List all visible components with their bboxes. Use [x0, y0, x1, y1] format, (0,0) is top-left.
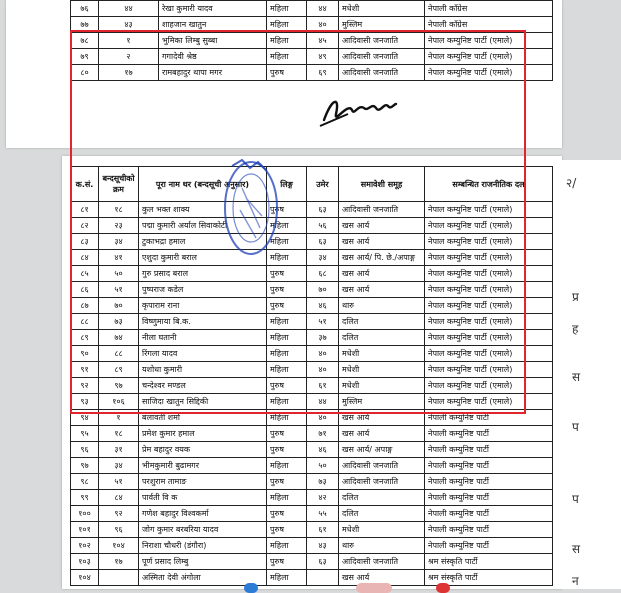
- cell-name: प्रेम बहादुर वयक: [139, 442, 267, 458]
- cell-group: मुस्लिम: [339, 394, 425, 410]
- cell-name: अस्मिता देवी अंगोला: [139, 570, 267, 586]
- cell-sn: ८०: [71, 65, 99, 81]
- cell-sn: ९९: [71, 490, 99, 506]
- cell-party: नेपाली कम्युनिष्ट पार्टी: [425, 474, 553, 490]
- cell-list-no: १: [99, 410, 139, 426]
- cell-party: नेपाल कम्युनिष्ट पार्टी (एमाले): [425, 314, 553, 330]
- cell-age: ६९: [307, 65, 339, 81]
- cell-group: खस आर्य: [339, 282, 425, 298]
- cell-age: ५१: [307, 314, 339, 330]
- cell-gender: महिला: [267, 234, 307, 250]
- cell-sn: १०१: [71, 522, 99, 538]
- cell-party: नेपाल कम्युनिष्ट पार्टी (एमाले): [425, 33, 553, 49]
- cell-gender: महिला: [267, 314, 307, 330]
- table-row: [71, 314, 553, 330]
- cell-party: नेपाली कम्युनिष्ट पार्टी: [425, 522, 553, 538]
- table-row: [71, 554, 553, 570]
- table-row: [71, 426, 553, 442]
- cell-age: ७०: [307, 282, 339, 298]
- viewer-bottom-bar: [0, 582, 621, 589]
- cell-name: बलावती शर्मा: [139, 410, 267, 426]
- cell-party: नेपाल कम्युनिष्ट पार्टी (एमाले): [425, 49, 553, 65]
- cell-age: ६८: [307, 266, 339, 282]
- header-sn: क.सं.: [71, 167, 99, 202]
- cell-name: भुमिका लिम्बु सुब्बा: [159, 33, 267, 49]
- cell-group: दलित: [339, 506, 425, 522]
- cell-age: ४०: [307, 346, 339, 362]
- cell-group: थारु: [339, 298, 425, 314]
- cell-list-no: ३१: [99, 442, 139, 458]
- cell-list-no: ८९: [99, 362, 139, 378]
- table-row: [71, 282, 553, 298]
- cell-party: नेपाल कम्युनिष्ट पार्टी (एमाले): [425, 250, 553, 266]
- cell-list-no: ५०: [99, 266, 139, 282]
- cell-list-no: १७: [99, 65, 159, 81]
- cell-name: पूर्ण प्रसाद लिम्बु: [139, 554, 267, 570]
- cell-list-no: ९७: [99, 378, 139, 394]
- cell-party: नेपाल कम्युनिष्ट पार्टी (एमाले): [425, 234, 553, 250]
- cell-sn: ८६: [71, 282, 99, 298]
- cell-age: ४६: [307, 298, 339, 314]
- cell-name: गगादेवी श्रेष्ठ: [159, 49, 267, 65]
- cell-name: नीला घतानी: [139, 330, 267, 346]
- cell-group: मधेशी: [339, 522, 425, 538]
- cell-list-no: ५१: [99, 282, 139, 298]
- cell-party: नेपाली काँग्रेस: [425, 1, 553, 17]
- side-page-text: न: [572, 574, 579, 588]
- table-row: [71, 266, 553, 282]
- cell-gender: पुरुष: [267, 426, 307, 442]
- cell-age: ४६: [307, 442, 339, 458]
- cell-group: थारु: [339, 538, 425, 554]
- cell-list-no: ५१: [99, 474, 139, 490]
- cell-sn: ९३: [71, 394, 99, 410]
- side-page-text: ह: [572, 322, 579, 336]
- cell-group: मधेशी: [339, 346, 425, 362]
- cell-group: आदिवासी जनजाति: [339, 49, 425, 65]
- cell-gender: महिला: [267, 458, 307, 474]
- cell-gender: पुरुष: [267, 202, 307, 218]
- cell-age: ४०: [307, 17, 339, 33]
- cell-party: नेपाली कम्युनिष्ट पार्टी: [425, 426, 553, 442]
- cell-party: श्रम संस्कृति पार्टी: [425, 554, 553, 570]
- cell-party: नेपाल कम्युनिष्ट पार्टी (एमाले): [425, 378, 553, 394]
- table-row: [71, 65, 553, 81]
- cell-name: भीमकुमारी बुढामगर: [139, 458, 267, 474]
- cell-group: आदिवासी जनजाति: [339, 458, 425, 474]
- cell-group: खस आर्य: [339, 266, 425, 282]
- cell-gender: महिला: [267, 330, 307, 346]
- cell-gender: महिला: [267, 17, 307, 33]
- cell-gender: पुरुष: [267, 474, 307, 490]
- cell-list-no: २: [99, 49, 159, 65]
- cell-party: नेपाली कम्युनिष्ट पार्टी: [425, 490, 553, 506]
- cell-sn: ९०: [71, 346, 99, 362]
- cell-party: नेपाली कम्युनिष्ट पार्टी: [425, 538, 553, 554]
- signature: [318, 90, 398, 130]
- official-stamp: [222, 158, 280, 258]
- cell-sn: १०३: [71, 554, 99, 570]
- cell-gender: पुरुष: [267, 554, 307, 570]
- cell-sn: ८८: [71, 314, 99, 330]
- cell-gender: महिला: [267, 1, 307, 17]
- cell-gender: महिला: [267, 49, 307, 65]
- cell-list-no: ४१: [99, 250, 139, 266]
- cell-gender: पुरुष: [267, 378, 307, 394]
- cell-list-no: ४३: [99, 17, 159, 33]
- cell-gender: महिला: [267, 490, 307, 506]
- red-tab-icon[interactable]: [356, 583, 392, 593]
- cell-party: नेपाल कम्युनिष्ट पार्टी (एमाले): [425, 346, 553, 362]
- cell-sn: ९१: [71, 362, 99, 378]
- cell-group: दलित: [339, 490, 425, 506]
- table-row: [71, 250, 553, 266]
- cell-gender: महिला: [267, 218, 307, 234]
- cell-age: ३७: [307, 330, 339, 346]
- cell-name: यशोधा कुमारी: [139, 362, 267, 378]
- cell-gender: महिला: [267, 362, 307, 378]
- table-row: [71, 506, 553, 522]
- cell-age: ४०: [307, 410, 339, 426]
- cell-list-no: ७३: [99, 314, 139, 330]
- cell-sn: ७९: [71, 49, 99, 65]
- side-page-text: प: [572, 492, 579, 506]
- table-row: [71, 330, 553, 346]
- cell-age: ६१: [307, 378, 339, 394]
- cell-name: साजिदा खातुन सिद्दिकी: [139, 394, 267, 410]
- cell-gender: महिला: [267, 410, 307, 426]
- header-party: सम्बन्धित राजनीतिक दल: [425, 167, 553, 202]
- candidate-table-top: [70, 0, 553, 81]
- cell-group: मधेशी: [339, 1, 425, 17]
- cell-gender: पुरुष: [267, 65, 307, 81]
- candidate-table: [70, 166, 553, 586]
- header-age: उमेर: [307, 167, 339, 202]
- table-row: [71, 522, 553, 538]
- table-row: [71, 474, 553, 490]
- cell-name: कृपाराम राना: [139, 298, 267, 314]
- cell-party: नेपाल कम्युनिष्ट पार्टी (एमाले): [425, 330, 553, 346]
- cell-age: ४३: [307, 538, 339, 554]
- cell-group: आदिवासी जनजाति: [339, 65, 425, 81]
- cell-sn: १०२: [71, 538, 99, 554]
- cell-group: दलित: [339, 330, 425, 346]
- header-group: समावेशी समूह: [339, 167, 425, 202]
- table-row: [71, 49, 553, 65]
- cell-gender: पुरुष: [267, 506, 307, 522]
- side-page-text: प्र: [572, 290, 579, 304]
- side-page-text: २/: [566, 176, 577, 190]
- cell-age: ५६: [307, 218, 339, 234]
- cell-list-no: ७४: [99, 330, 139, 346]
- side-page-text: प: [572, 420, 579, 434]
- cell-age: ७३: [307, 474, 339, 490]
- cell-age: ४२: [307, 490, 339, 506]
- cell-list-no: ९२: [99, 506, 139, 522]
- cell-name: पार्वती वि क: [139, 490, 267, 506]
- table-row: [71, 378, 553, 394]
- cell-gender: महिला: [267, 394, 307, 410]
- cell-name: गुरु प्रसाद बराल: [139, 266, 267, 282]
- table-row: [71, 346, 553, 362]
- cell-gender: महिला: [267, 346, 307, 362]
- record-icon[interactable]: [436, 583, 450, 593]
- cell-name: रामबहादुर थापा मगर: [159, 65, 267, 81]
- cell-name: गणेश बहादुर विश्वकर्मा: [139, 506, 267, 522]
- cell-name: विष्णुमाया बि.क.: [139, 314, 267, 330]
- cell-gender: पुरुष: [267, 522, 307, 538]
- cell-age: ६३: [307, 202, 339, 218]
- cell-list-no: १०४: [99, 538, 139, 554]
- cell-name: पुष्पराज कडेल: [139, 282, 267, 298]
- cell-sn: ९२: [71, 378, 99, 394]
- side-page-text: स: [572, 370, 581, 384]
- cell-sn: ९४: [71, 410, 99, 426]
- cell-sn: ८५: [71, 266, 99, 282]
- cell-name: टुकाभद्रा हमाल: [139, 234, 267, 250]
- cell-group: खस आर्य: [339, 218, 425, 234]
- cell-list-no: १०६: [99, 394, 139, 410]
- table-row: [71, 490, 553, 506]
- cell-age: ४०: [307, 362, 339, 378]
- cell-age: ६१: [307, 522, 339, 538]
- cell-sn: १०४: [71, 570, 99, 586]
- cell-sn: ८४: [71, 250, 99, 266]
- cell-gender: महिला: [267, 33, 307, 49]
- cell-party: नेपाल कम्युनिष्ट पार्टी (एमाले): [425, 362, 553, 378]
- cell-list-no: ८४: [99, 490, 139, 506]
- cell-group: खस आर्य: [339, 570, 425, 586]
- cell-gender: पुरुष: [267, 298, 307, 314]
- cell-name: रिंगला यादव: [139, 346, 267, 362]
- cell-party: नेपाली कम्युनिष्ट पार्टी: [425, 442, 553, 458]
- cell-name: चन्देश्वर मण्डल: [139, 378, 267, 394]
- cell-party: श्रम संस्कृति पार्टी: [425, 570, 553, 586]
- cell-gender: पुरुष: [267, 282, 307, 298]
- table-row: [71, 1, 553, 17]
- cell-name: प्रमेश कुमार हमाल: [139, 426, 267, 442]
- cell-list-no: ८८: [99, 346, 139, 362]
- table-row: [71, 218, 553, 234]
- cell-age: ५०: [307, 458, 339, 474]
- cell-name: पद्मा कुमारी अर्याल सिवाकोटी: [139, 218, 267, 234]
- cell-list-no: १८: [99, 202, 139, 218]
- cell-list-no: १७: [99, 554, 139, 570]
- cell-name: परशुराम तामाङ: [139, 474, 267, 490]
- cell-sn: ८१: [71, 202, 99, 218]
- cell-sn: ७६: [71, 1, 99, 17]
- cell-party: नेपाल कम्युनिष्ट पार्टी (एमाले): [425, 298, 553, 314]
- table-row: [71, 362, 553, 378]
- cell-list-no: १८: [99, 426, 139, 442]
- cell-group: मधेशी: [339, 362, 425, 378]
- cell-age: ६३: [307, 554, 339, 570]
- cell-list-no: ७०: [99, 298, 139, 314]
- cell-sn: ७८: [71, 33, 99, 49]
- table-row: [71, 538, 553, 554]
- cell-gender: पुरुष: [267, 266, 307, 282]
- header-name: पूरा नाम थर (बन्दसूची अनुसार): [139, 167, 267, 202]
- cell-name: कुल भक्त शाक्य: [139, 202, 267, 218]
- cell-age: ४९: [307, 49, 339, 65]
- cell-group: मधेशी: [339, 378, 425, 394]
- cell-age: ४४: [307, 394, 339, 410]
- cell-age: ४५: [307, 33, 339, 49]
- cell-age: ४४: [307, 1, 339, 17]
- cell-group: आदिवासी जनजाति: [339, 33, 425, 49]
- cell-group: खस आर्य: [339, 426, 425, 442]
- table-row: [71, 298, 553, 314]
- cell-sn: ९७: [71, 458, 99, 474]
- cell-party: नेपाली कम्युनिष्ट पार्टी: [425, 410, 553, 426]
- side-page-text: स: [572, 542, 581, 556]
- cell-sn: ८३: [71, 234, 99, 250]
- cell-party: नेपाली कम्युनिष्ट पार्टी: [425, 506, 553, 522]
- cell-party: नेपाल कम्युनिष्ट पार्टी (एमाले): [425, 218, 553, 234]
- cell-sn: ८७: [71, 298, 99, 314]
- cell-list-no: ४४: [99, 1, 159, 17]
- cell-party: नेपाली कम्युनिष्ट पार्टी: [425, 458, 553, 474]
- cell-age: ५५: [307, 506, 339, 522]
- table-row: [71, 202, 553, 218]
- cell-group: खस आर्य: [339, 234, 425, 250]
- cell-gender: महिला: [267, 538, 307, 554]
- table-row: [71, 442, 553, 458]
- table-row: [71, 17, 553, 33]
- table-row: [71, 33, 553, 49]
- table-row: [71, 458, 553, 474]
- cell-age: ७१: [307, 426, 339, 442]
- cell-list-no: ३४: [99, 234, 139, 250]
- cell-sn: ८९: [71, 330, 99, 346]
- cell-list-no: १: [99, 33, 159, 49]
- cell-party: नेपाल कम्युनिष्ट पार्टी (एमाले): [425, 266, 553, 282]
- cell-sn: १००: [71, 506, 99, 522]
- table-row: [71, 410, 553, 426]
- cell-list-no: २३: [99, 218, 139, 234]
- table-row: [71, 234, 553, 250]
- cell-list-no: ३४: [99, 458, 139, 474]
- cell-gender: महिला: [267, 570, 307, 586]
- cell-group: खस आर्य/ अपाङ्ग: [339, 442, 425, 458]
- cell-party: नेपाली काँग्रेस: [425, 17, 553, 33]
- cell-sn: ९६: [71, 442, 99, 458]
- header-list-no: बन्दसूचीको क्रम: [99, 167, 139, 202]
- cell-party: नेपाल कम्युनिष्ट पार्टी (एमाले): [425, 202, 553, 218]
- cell-party: नेपाल कम्युनिष्ट पार्टी (एमाले): [425, 282, 553, 298]
- cell-party: नेपाल कम्युनिष्ट पार्टी (एमाले): [425, 394, 553, 410]
- cell-name: शाहजान खातुन: [159, 17, 267, 33]
- cell-gender: महिला: [267, 250, 307, 266]
- table-header-row: [71, 167, 553, 202]
- cell-age: ३४: [307, 250, 339, 266]
- adjacent-page-edge: [562, 160, 621, 589]
- cell-sn: ९५: [71, 426, 99, 442]
- cell-sn: ९८: [71, 474, 99, 490]
- cell-name: एशुदा कुमारी बराल: [139, 250, 267, 266]
- cell-sn: ८२: [71, 218, 99, 234]
- cell-group: खस आर्य: [339, 410, 425, 426]
- cell-age: ६३: [307, 234, 339, 250]
- cell-name: जोग कुमार बरबरिया यादव: [139, 522, 267, 538]
- cell-group: आदिवासी जनजाति: [339, 554, 425, 570]
- cell-name: रेखा कुमारी यादव: [159, 1, 267, 17]
- cell-list-no: ९६: [99, 522, 139, 538]
- cell-group: दलित: [339, 314, 425, 330]
- blue-tool-icon[interactable]: [244, 583, 258, 593]
- cell-party: नेपाल कम्युनिष्ट पार्टी (एमाले): [425, 65, 553, 81]
- cell-group: मुस्लिम: [339, 17, 425, 33]
- cell-name: निराशा चौधरी (डंगौरा): [139, 538, 267, 554]
- table-row: [71, 394, 553, 410]
- cell-group: आदिवासी जनजाति: [339, 202, 425, 218]
- cell-gender: पुरुष: [267, 442, 307, 458]
- cell-group: आदिवासी जनजाति: [339, 474, 425, 490]
- cell-sn: ७७: [71, 17, 99, 33]
- cell-group: खस आर्य/ पि. छे./अपाङ्ग: [339, 250, 425, 266]
- header-gender: लिङ्ग: [267, 167, 307, 202]
